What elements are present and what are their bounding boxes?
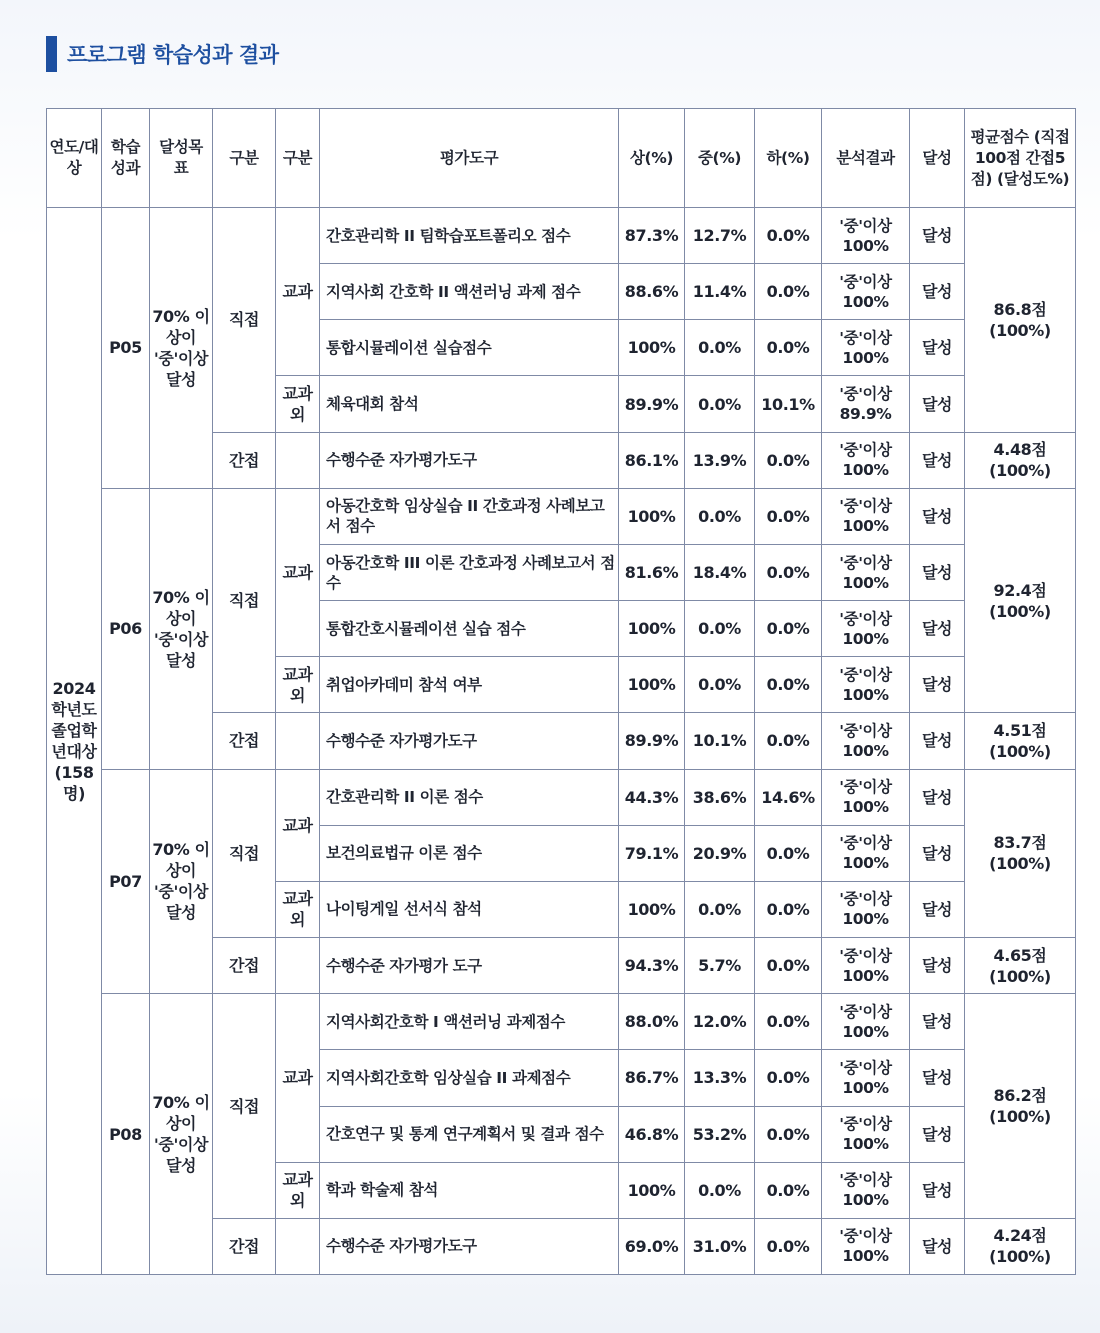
header-high: 상(%) <box>619 109 685 208</box>
high-pct: 86.1% <box>619 432 685 488</box>
achieved-label: 달성 <box>910 994 965 1050</box>
direct-label: 직접 <box>213 769 276 937</box>
high-pct: 87.3% <box>619 208 685 264</box>
achieved-label: 달성 <box>910 601 965 657</box>
empty-cell <box>276 432 320 488</box>
indirect-label: 간접 <box>213 938 276 994</box>
high-pct: 100% <box>619 657 685 713</box>
header-avg: 평균점수 (직접 100점 간접5점) (달성도%) <box>965 109 1076 208</box>
low-pct: 0.0% <box>755 1050 822 1106</box>
tool-name: 지역사회 간호학 II 액션러닝 과제 점수 <box>320 264 619 320</box>
mid-pct: 53.2% <box>685 1106 755 1162</box>
results-table <box>46 108 1076 1275</box>
high-pct: 100% <box>619 1162 685 1218</box>
low-pct: 0.0% <box>755 881 822 937</box>
high-pct: 100% <box>619 488 685 544</box>
tool-name: 아동간호학 III 이론 간호과정 사례보고서 점수 <box>320 544 619 600</box>
mid-pct: 0.0% <box>685 488 755 544</box>
low-pct: 14.6% <box>755 769 822 825</box>
low-pct: 0.0% <box>755 657 822 713</box>
page-title: 프로그램 학습성과 결과 <box>67 43 279 67</box>
header-goal: 달성목표 <box>150 109 213 208</box>
direct-avg: 86.8점 (100%) <box>965 208 1076 433</box>
header-result: 분석결과 <box>822 109 910 208</box>
extra-label: 교과외 <box>276 1162 320 1218</box>
low-pct: 0.0% <box>755 1218 822 1274</box>
high-pct: 94.3% <box>619 938 685 994</box>
achieved-label: 달성 <box>910 657 965 713</box>
analysis-result: '중'이상 100% <box>822 601 910 657</box>
curricular-label: 교과 <box>276 769 320 881</box>
analysis-result: '중'이상 100% <box>822 1162 910 1218</box>
table-row <box>47 994 1076 1050</box>
achieved-label: 달성 <box>910 1050 965 1106</box>
tool-name: 나이팅게일 선서식 참석 <box>320 881 619 937</box>
achieved-label: 달성 <box>910 320 965 376</box>
direct-avg: 92.4점 (100%) <box>965 488 1076 713</box>
goal-cell: 70% 이상이 '중'이상 달성 <box>150 994 213 1275</box>
achieved-label: 달성 <box>910 1162 965 1218</box>
indirect-label: 간접 <box>213 432 276 488</box>
low-pct: 0.0% <box>755 994 822 1050</box>
low-pct: 0.0% <box>755 713 822 769</box>
mid-pct: 10.1% <box>685 713 755 769</box>
header-row <box>47 109 1076 208</box>
indirect-avg: 4.51점 (100%) <box>965 713 1076 769</box>
low-pct: 0.0% <box>755 320 822 376</box>
achieved-label: 달성 <box>910 769 965 825</box>
achieved-label: 달성 <box>910 713 965 769</box>
indirect-avg: 4.24점 (100%) <box>965 1218 1076 1274</box>
target-cell: 2024 학년도 졸업학 년대상 (158 명) <box>47 208 102 1275</box>
achieved-label: 달성 <box>910 544 965 600</box>
achieved-label: 달성 <box>910 1106 965 1162</box>
tool-name: 수행수준 자가평가도구 <box>320 432 619 488</box>
curricular-label: 교과 <box>276 994 320 1162</box>
analysis-result: '중'이상 100% <box>822 1106 910 1162</box>
high-pct: 81.6% <box>619 544 685 600</box>
header-outcome: 학습성과 <box>102 109 150 208</box>
tool-name: 수행수준 자가평가 도구 <box>320 938 619 994</box>
direct-avg: 83.7점 (100%) <box>965 769 1076 937</box>
achieved-label: 달성 <box>910 488 965 544</box>
curricular-label: 교과 <box>276 488 320 656</box>
analysis-result: '중'이상 100% <box>822 432 910 488</box>
tool-name: 지역사회간호학 임상실습 II 과제점수 <box>320 1050 619 1106</box>
low-pct: 0.0% <box>755 432 822 488</box>
analysis-result: '중'이상 100% <box>822 544 910 600</box>
high-pct: 86.7% <box>619 1050 685 1106</box>
low-pct: 0.0% <box>755 1106 822 1162</box>
tool-name: 학과 학술제 참석 <box>320 1162 619 1218</box>
high-pct: 44.3% <box>619 769 685 825</box>
tool-name: 체육대회 참석 <box>320 376 619 432</box>
mid-pct: 13.3% <box>685 1050 755 1106</box>
high-pct: 89.9% <box>619 713 685 769</box>
low-pct: 0.0% <box>755 601 822 657</box>
analysis-result: '중'이상 100% <box>822 713 910 769</box>
tool-name: 지역사회간호학 I 액션러닝 과제점수 <box>320 994 619 1050</box>
direct-label: 직접 <box>213 208 276 433</box>
achieved-label: 달성 <box>910 938 965 994</box>
analysis-result: '중'이상 100% <box>822 881 910 937</box>
achieved-label: 달성 <box>910 825 965 881</box>
tool-name: 간호관리학 II 팀학습포트폴리오 점수 <box>320 208 619 264</box>
outcome-code: P07 <box>102 769 150 994</box>
mid-pct: 0.0% <box>685 1162 755 1218</box>
extra-label: 교과외 <box>276 376 320 432</box>
title-accent-bar <box>46 36 57 72</box>
analysis-result: '중'이상 100% <box>822 657 910 713</box>
achieved-label: 달성 <box>910 1218 965 1274</box>
header-target: 연도/대상 <box>47 109 102 208</box>
indirect-label: 간접 <box>213 713 276 769</box>
low-pct: 0.0% <box>755 544 822 600</box>
outcome-code: P06 <box>102 488 150 769</box>
low-pct: 0.0% <box>755 264 822 320</box>
mid-pct: 38.6% <box>685 769 755 825</box>
high-pct: 88.0% <box>619 994 685 1050</box>
tool-name: 수행수준 자가평가도구 <box>320 713 619 769</box>
mid-pct: 11.4% <box>685 264 755 320</box>
goal-cell: 70% 이상이 '중'이상 달성 <box>150 208 213 489</box>
low-pct: 0.0% <box>755 208 822 264</box>
tool-name: 보건의료법규 이론 점수 <box>320 825 619 881</box>
achieved-label: 달성 <box>910 881 965 937</box>
tool-name: 아동간호학 임상실습 II 간호과정 사례보고서 점수 <box>320 488 619 544</box>
analysis-result: '중'이상 100% <box>822 994 910 1050</box>
mid-pct: 20.9% <box>685 825 755 881</box>
achieved-label: 달성 <box>910 432 965 488</box>
extra-label: 교과외 <box>276 881 320 937</box>
tool-name: 통합간호시뮬레이션 실습 점수 <box>320 601 619 657</box>
header-type2: 구분 <box>276 109 320 208</box>
achieved-label: 달성 <box>910 376 965 432</box>
header-achieved: 달성 <box>910 109 965 208</box>
header-low: 하(%) <box>755 109 822 208</box>
empty-cell <box>276 713 320 769</box>
outcome-code: P08 <box>102 994 150 1275</box>
direct-label: 직접 <box>213 994 276 1219</box>
analysis-result: '중'이상 89.9% <box>822 376 910 432</box>
tool-name: 통합시뮬레이션 실습점수 <box>320 320 619 376</box>
mid-pct: 5.7% <box>685 938 755 994</box>
high-pct: 100% <box>619 881 685 937</box>
analysis-result: '중'이상 100% <box>822 264 910 320</box>
low-pct: 0.0% <box>755 488 822 544</box>
mid-pct: 0.0% <box>685 320 755 376</box>
high-pct: 89.9% <box>619 376 685 432</box>
tool-name: 수행수준 자가평가도구 <box>320 1218 619 1274</box>
direct-label: 직접 <box>213 488 276 713</box>
analysis-result: '중'이상 100% <box>822 1050 910 1106</box>
extra-label: 교과외 <box>276 657 320 713</box>
low-pct: 0.0% <box>755 938 822 994</box>
mid-pct: 0.0% <box>685 657 755 713</box>
analysis-result: '중'이상 100% <box>822 1218 910 1274</box>
header-mid: 중(%) <box>685 109 755 208</box>
high-pct: 69.0% <box>619 1218 685 1274</box>
section-header <box>46 36 278 72</box>
mid-pct: 31.0% <box>685 1218 755 1274</box>
achieved-label: 달성 <box>910 264 965 320</box>
tool-name: 취업아카데미 참석 여부 <box>320 657 619 713</box>
mid-pct: 12.0% <box>685 994 755 1050</box>
achieved-label: 달성 <box>910 208 965 264</box>
table-row <box>47 208 1076 264</box>
mid-pct: 0.0% <box>685 376 755 432</box>
goal-cell: 70% 이상이 '중'이상 달성 <box>150 769 213 994</box>
indirect-avg: 4.65점 (100%) <box>965 938 1076 994</box>
low-pct: 10.1% <box>755 376 822 432</box>
analysis-result: '중'이상 100% <box>822 208 910 264</box>
analysis-result: '중'이상 100% <box>822 488 910 544</box>
high-pct: 79.1% <box>619 825 685 881</box>
high-pct: 100% <box>619 601 685 657</box>
empty-cell <box>276 1218 320 1274</box>
high-pct: 46.8% <box>619 1106 685 1162</box>
indirect-label: 간접 <box>213 1218 276 1274</box>
mid-pct: 0.0% <box>685 881 755 937</box>
table-row <box>47 769 1076 825</box>
analysis-result: '중'이상 100% <box>822 825 910 881</box>
mid-pct: 0.0% <box>685 601 755 657</box>
indirect-avg: 4.48점 (100%) <box>965 432 1076 488</box>
analysis-result: '중'이상 100% <box>822 769 910 825</box>
goal-cell: 70% 이상이 '중'이상 달성 <box>150 488 213 769</box>
header-tool: 평가도구 <box>320 109 619 208</box>
high-pct: 100% <box>619 320 685 376</box>
table-row <box>47 488 1076 544</box>
header-type1: 구분 <box>213 109 276 208</box>
outcome-code: P05 <box>102 208 150 489</box>
tool-name: 간호연구 및 통계 연구계획서 및 결과 점수 <box>320 1106 619 1162</box>
analysis-result: '중'이상 100% <box>822 938 910 994</box>
mid-pct: 13.9% <box>685 432 755 488</box>
analysis-result: '중'이상 100% <box>822 320 910 376</box>
tool-name: 간호관리학 II 이론 점수 <box>320 769 619 825</box>
empty-cell <box>276 938 320 994</box>
mid-pct: 18.4% <box>685 544 755 600</box>
high-pct: 88.6% <box>619 264 685 320</box>
low-pct: 0.0% <box>755 1162 822 1218</box>
low-pct: 0.0% <box>755 825 822 881</box>
mid-pct: 12.7% <box>685 208 755 264</box>
curricular-label: 교과 <box>276 208 320 376</box>
direct-avg: 86.2점 (100%) <box>965 994 1076 1219</box>
